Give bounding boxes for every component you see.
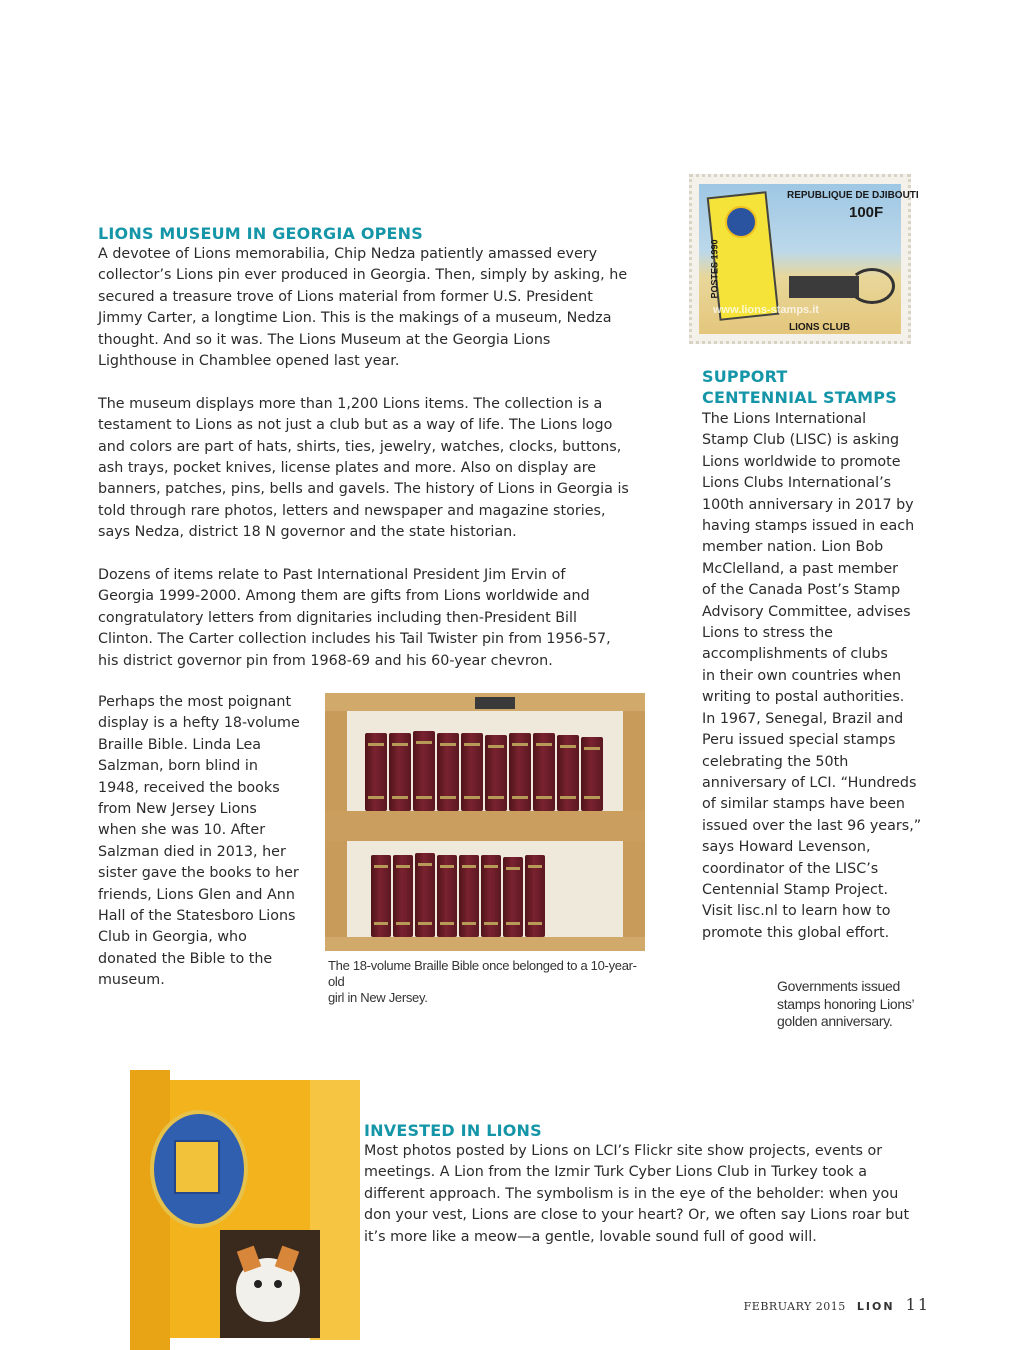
text-line: sister gave the books to her <box>98 865 299 882</box>
text-line: In 1967, Senegal, Brazil and <box>702 710 904 727</box>
text-line: Salzman died in 2013, her <box>98 843 286 860</box>
invested-heading: INVESTED IN LIONS <box>364 1121 542 1140</box>
text-line: ash trays, pocket knives, license plates and more. Also on display are <box>98 460 597 477</box>
text-line: Jimmy Carter, a longtime Lion. This is the makings of a museum, Nedza <box>98 310 612 327</box>
text-line: coordinator of the LISC’s <box>702 860 879 877</box>
text-line: display is a hefty 18-volume <box>98 715 300 732</box>
stamps-heading <box>702 366 897 408</box>
text-line: McClelland, a past member <box>702 560 899 577</box>
cat-in-vest-photo <box>140 1080 352 1338</box>
caption-line: stamps honoring Lions’ <box>777 995 915 1012</box>
text-line: having stamps issued in each <box>702 518 915 535</box>
text-line: Peru issued special stamps <box>702 732 896 749</box>
text-line: don your vest, Lions are close to your heart? Or, we often say Lions roar but <box>364 1207 910 1224</box>
text-line: The Lions International <box>702 411 867 427</box>
braille-bible-photo <box>325 693 645 951</box>
text-line: Salzman, born blind in <box>98 758 258 775</box>
text-line: Lions worldwide to promote <box>702 453 901 470</box>
text-line: Centennial Stamp Project. <box>702 881 889 898</box>
text-line: when she was 10. After <box>98 822 266 839</box>
djibouti-stamp-image <box>689 174 919 344</box>
text-line: Dozens of items relate to Past International President Jim Ervin of <box>98 567 566 584</box>
text-line: museum. <box>98 972 165 989</box>
text-line: different approach. The symbolism is in the eye of the beholder: when you <box>364 1185 899 1202</box>
text-line: Lighthouse in Chamblee opened last year. <box>98 353 400 370</box>
text-line: celebrating the 50th <box>702 753 849 770</box>
text-line: Lions to stress the <box>702 625 833 642</box>
text-line: says Nedza, district 18 N governor and the state historian. <box>98 524 517 541</box>
stamp-watermark: www.lions-stamps.it <box>713 304 819 316</box>
stamps-article <box>702 409 942 944</box>
footer-month: FEBRUARY 2015 <box>743 1300 846 1313</box>
stamp-caption <box>777 978 937 1031</box>
text-line: meetings. A Lion from the Izmir Turk Cyber Lions Club in Turkey took a <box>364 1164 868 1181</box>
text-line: testament to Lions as not just a club but as a way of life. The Lions logo <box>98 417 613 434</box>
text-line: and colors are part of hats, shirts, ties, jewelry, watches, clocks, buttons, <box>98 438 622 455</box>
text-line: thought. And so it was. The Lions Museum at the Georgia Lions <box>98 331 551 348</box>
text-line: Hall of the Statesboro Lions <box>98 908 296 925</box>
caption-line: Governments issued <box>777 978 900 994</box>
text-line: member nation. Lion Bob <box>702 539 884 556</box>
text-line: issued over the last 96 years,” <box>702 817 922 834</box>
text-line: Most photos posted by Lions on LCI’s Flickr site show projects, events or <box>364 1143 883 1159</box>
text-line: 100th anniversary in 2017 by <box>702 496 914 513</box>
text-line: A devotee of Lions memorabilia, Chip Nedza patiently amassed every <box>98 246 598 262</box>
museum-paragraph-2 <box>98 394 658 544</box>
text-line: banners, patches, pins, bells and gavels. The history of Lions in Georgia is <box>98 481 629 498</box>
stamp-year: POSTES 1990 <box>709 239 720 299</box>
text-line: Visit lisc.nl to learn how to <box>702 903 891 920</box>
text-line: it’s more like a meow—a gentle, lovable sound full of good will. <box>364 1228 817 1245</box>
text-line: accomplishments of clubs <box>702 646 888 663</box>
museum-paragraph-3 <box>98 565 658 672</box>
text-line: secured a treasure trove of Lions material from former U.S. President <box>98 288 593 305</box>
museum-paragraph-4 <box>98 692 318 992</box>
text-line: collector’s Lions pin ever produced in Georgia. Then, simply by asking, he <box>98 267 628 284</box>
text-line: promote this global effort. <box>702 924 890 941</box>
text-line: Lions Clubs International’s <box>702 475 892 492</box>
page-number: 11 <box>905 1295 930 1314</box>
photo-caption <box>328 958 648 1006</box>
text-line: writing to postal authorities. <box>702 689 905 706</box>
text-line: Club in Georgia, who <box>98 929 247 946</box>
text-line: Clinton. The Carter collection includes his Tail Twister pin from 1956-57, <box>98 631 611 648</box>
museum-article <box>98 244 658 672</box>
footer-magazine: LION <box>856 1300 895 1313</box>
stamps-heading-line: SUPPORT <box>702 367 788 386</box>
text-line: Advisory Committee, advises <box>702 603 911 620</box>
stamps-heading-line: CENTENNIAL STAMPS <box>702 388 897 407</box>
museum-paragraph-1 <box>98 244 658 372</box>
text-line: says Howard Levenson, <box>702 839 871 856</box>
caption-line: girl in New Jersey. <box>328 990 428 1005</box>
text-line: friends, Lions Glen and Ann <box>98 886 295 903</box>
text-line: Braille Bible. Linda Lea <box>98 736 262 753</box>
text-line: told through rare photos, letters and newspaper and magazine stories, <box>98 502 606 519</box>
text-line: from New Jersey Lions <box>98 801 257 818</box>
text-line: Georgia 1999-2000. Among them are gifts from Lions worldwide and <box>98 588 590 605</box>
text-line: donated the Bible to the <box>98 950 273 967</box>
stamp-club: LIONS CLUB <box>789 322 851 333</box>
text-line: Perhaps the most poignant <box>98 694 292 710</box>
museum-heading: LIONS MUSEUM IN GEORGIA OPENS <box>98 224 423 243</box>
page-footer <box>744 1295 930 1314</box>
text-line: 1948, received the books <box>98 779 280 796</box>
stamp-country: REPUBLIQUE DE DJIBOUTI <box>787 190 919 201</box>
caption-line: golden anniversary. <box>777 1013 893 1029</box>
text-line: of similar stamps have been <box>702 796 905 813</box>
invested-article <box>364 1141 944 1248</box>
text-line: his district governor pin from 1968-69 and his 60-year chevron. <box>98 652 553 669</box>
text-line: anniversary of LCI. “Hundreds <box>702 774 917 791</box>
caption-line: The 18-volume Braille Bible once belonged to a 10-year-old <box>328 958 637 989</box>
text-line: Stamp Club (LISC) is asking <box>702 432 900 449</box>
text-line: The museum displays more than 1,200 Lions items. The collection is a <box>98 395 603 412</box>
stamp-value: 100F <box>849 204 884 221</box>
text-line: of the Canada Post’s Stamp <box>702 582 901 599</box>
text-line: congratulatory letters from dignitaries including then-President Bill <box>98 609 577 626</box>
text-line: in their own countries when <box>702 667 902 684</box>
